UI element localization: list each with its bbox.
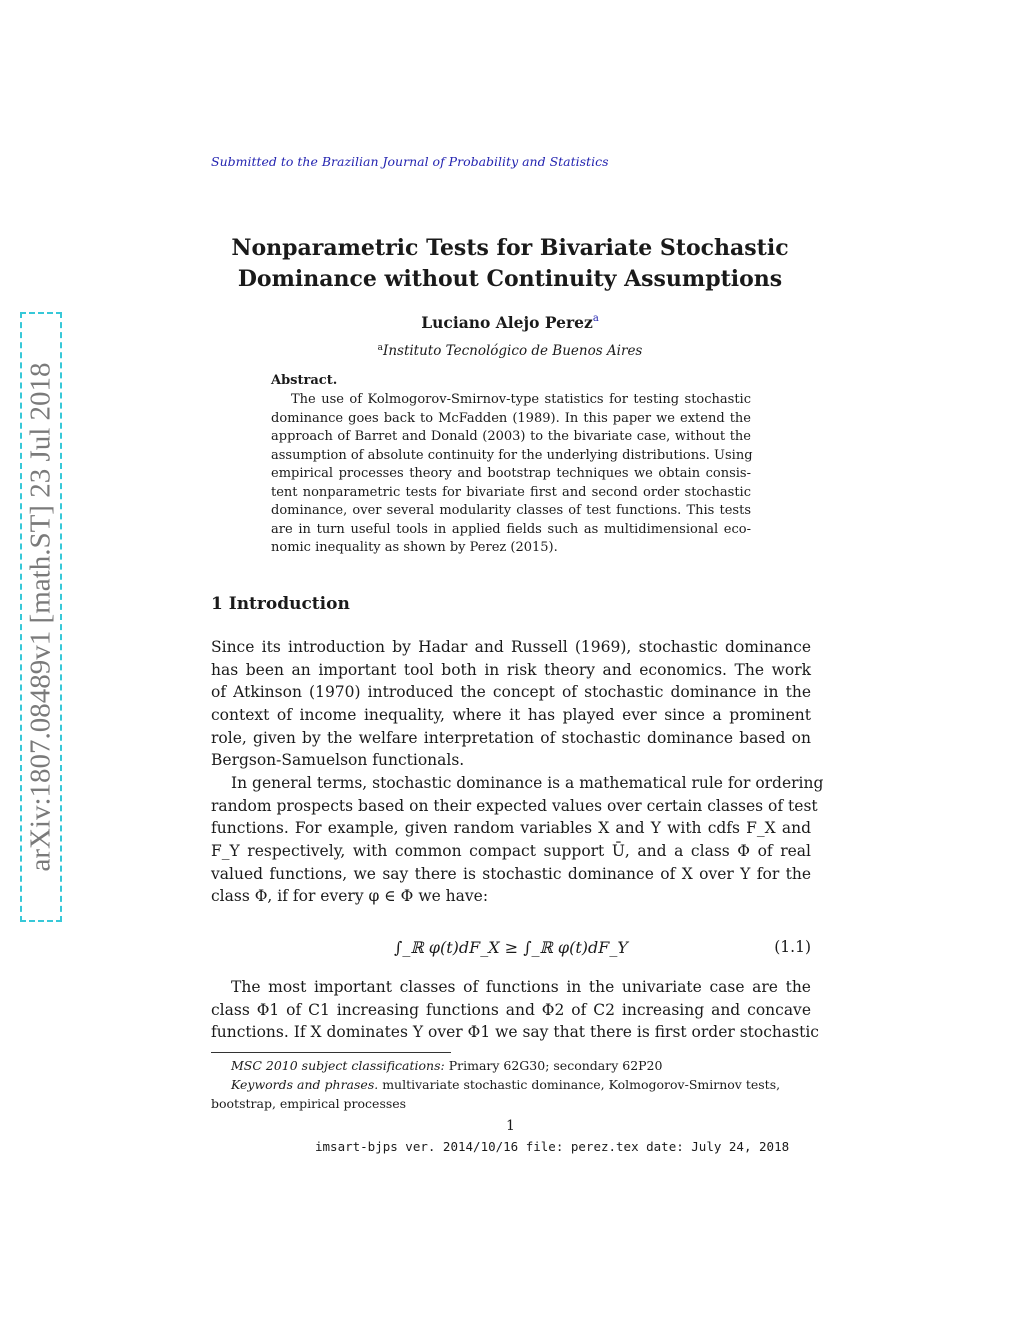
footnote-msc: [211, 1056, 811, 1075]
equation-number: (1.1): [774, 938, 811, 956]
text-line: valued functions, we say there is stochastic dominance of X over Y for the: [211, 864, 811, 883]
text-line: functions. For example, given random variables X and Y with cdfs F_X and: [211, 819, 811, 838]
affiliation-name: Instituto Tecnológico de Buenos Aires: [382, 343, 643, 359]
abstract-line: are in turn useful tools in applied fields such as multidimensional eco-: [271, 521, 751, 537]
footnotes: [211, 1056, 811, 1113]
text-line: has been an important tool both in risk theory and economics. The work: [211, 660, 811, 679]
arxiv-identifier[interactable]: arXiv:1807.08489v1 [math.ST] 23 Jul 2018: [24, 362, 57, 872]
author: [200, 313, 820, 332]
section-heading-introduction: 1 Introduction: [211, 594, 350, 614]
abstract-heading: Abstract.: [271, 373, 338, 388]
text-line: class Φ1 of C1 increasing functions and Φ2 of C2 increasing and concave: [211, 1000, 811, 1019]
title-line-1: Nonparametric Tests for Bivariate Stochastic: [231, 235, 789, 261]
abstract-line: nomic inequality as shown by Perez (2015).: [271, 540, 558, 555]
text-line: In general terms, stochastic dominance is a mathematical rule for ordering: [231, 774, 824, 792]
paragraph-2: [211, 772, 824, 908]
abstract-line: assumption of absolute continuity for the underlying distributions. Using: [271, 447, 753, 463]
equation-1-1: [211, 928, 811, 972]
footnote-keywords-value: multivariate stochastic dominance, Kolmogorov-Smirnov tests,: [382, 1077, 781, 1092]
text-line: The most important classes of functions in the univariate case are the: [231, 978, 811, 996]
paper-title: [200, 233, 820, 295]
abstract-line: dominance, over several modularity classes of test functions. This tests: [271, 503, 751, 518]
abstract-body: [271, 391, 751, 558]
page-number: 1: [506, 1118, 515, 1134]
title-line-2: Dominance without Continuity Assumptions: [237, 266, 783, 292]
footnote-keywords-cont: bootstrap, empirical processes: [211, 1096, 407, 1111]
equation-body: ∫_ℝ φ(t)dF_X ≥ ∫_ℝ φ(t)dF_Y: [394, 938, 628, 957]
abstract-line: The use of Kolmogorov-Smirnov-type statistics for testing stochastic: [291, 392, 751, 407]
author-affiliation-link[interactable]: a: [592, 313, 599, 324]
text-line: random prospects based on their expected values over certain classes of test: [211, 796, 818, 815]
text-line: role, given by the welfare interpretation of stochastic dominance based on: [211, 728, 811, 747]
journal-submission-note[interactable]: Submitted to the Brazilian Journal of Probability and Statistics: [211, 154, 609, 169]
text-line: F_Y respectively, with common compact support Ū, and a class Φ of real: [211, 842, 811, 861]
abstract-line: approach of Barret and Donald (2003) to the bivariate case, without the: [271, 429, 751, 444]
abstract-line: empirical processes theory and bootstrap techniques we obtain consis-: [271, 466, 751, 481]
affiliation-mark: a: [377, 343, 383, 353]
text-line: Bergson-Samuelson functionals.: [211, 751, 465, 770]
abstract-line: dominance goes back to McFadden (1989). In this paper we extend the: [271, 410, 751, 426]
footnote-keywords-label: Keywords and phrases.: [231, 1077, 379, 1092]
text-line: context of income inequality, where it has played ever since a prominent: [211, 706, 811, 725]
footnote-keywords: [211, 1075, 811, 1094]
paragraph-3: [211, 976, 819, 1044]
imsart-footer: imsart-bjps ver. 2014/10/16 file: perez.tex date: July 24, 2018: [315, 1139, 790, 1154]
text-line: of Atkinson (1970) introduced the concept of stochastic dominance in the: [211, 683, 811, 702]
text-line: Since its introduction by Hadar and Russell (1969), stochastic dominance: [211, 638, 811, 656]
affiliation: [200, 343, 820, 359]
footnote-rule: [211, 1052, 451, 1053]
abstract-line: tent nonparametric tests for bivariate first and second order stochastic: [271, 484, 751, 500]
paragraph-1: [211, 636, 811, 772]
footnote-msc-value: Primary 62G30; secondary 62P20: [448, 1058, 663, 1073]
text-line: class Φ, if for every φ ∈ Φ we have:: [211, 887, 489, 906]
footnote-msc-label: MSC 2010 subject classifications:: [231, 1058, 445, 1073]
author-name: Luciano Alejo Perez: [421, 313, 593, 332]
text-line: functions. If X dominates Y over Φ1 we say that there is first order stochastic: [211, 1023, 819, 1042]
